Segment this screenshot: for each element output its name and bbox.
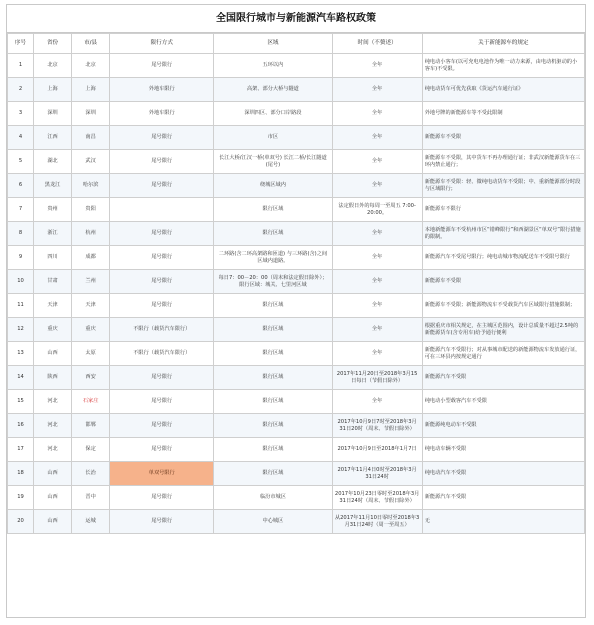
cell-index: 17 (8, 438, 34, 462)
cell-index: 14 (8, 366, 34, 390)
cell-restriction-type: 尾号限行 (110, 294, 214, 318)
cell-time: 全年 (332, 318, 422, 342)
cell-restriction-type: 尾号限行 (110, 510, 214, 534)
cell-time: 全年 (332, 270, 422, 294)
cell-time: 法定假日外的每周一至周五 7:00-20:00。 (332, 198, 422, 222)
cell-time: 2017年10月9日7时至2018年3月31日20时（周末、节假日除外） (332, 414, 422, 438)
col-header-restriction-type: 限行方式 (110, 34, 214, 54)
cell-city: 重庆 (72, 318, 110, 342)
table-row (8, 462, 585, 486)
cell-index: 9 (8, 246, 34, 270)
cell-restriction-type: 外地车限行 (110, 102, 214, 126)
cell-nev-rule: 新能源车不受限；新能源物流车不受载货汽车区域限行措施限制； (422, 294, 584, 318)
cell-nev-rule: 纯电动小客车(以可充电电池作为唯一动力来源，由电动机驱动的小客车)不受限。 (422, 54, 584, 78)
cell-province: 江西 (34, 126, 72, 150)
cell-nev-rule: 本地新能源车不受杭州市区“错峰限行”和西湖景区“单双号”限行措施的限制。 (422, 222, 584, 246)
cell-nev-rule: 纯电动小型载客汽车不受限 (422, 390, 584, 414)
col-header-province: 省份 (34, 34, 72, 54)
cell-area: 限行区域 (214, 222, 332, 246)
cell-province: 河北 (34, 390, 72, 414)
cell-area: 限行区域 (214, 198, 332, 222)
cell-nev-rule: 纯电动车辆不受限 (422, 438, 584, 462)
col-header-nev-rule: 关于新能源车的规定 (422, 34, 584, 54)
table-row (8, 78, 585, 102)
cell-index: 15 (8, 390, 34, 414)
cell-area: 五环以内 (214, 54, 332, 78)
cell-time: 全年 (332, 78, 422, 102)
col-header-area: 区域 (214, 34, 332, 54)
cell-province: 浙江 (34, 222, 72, 246)
cell-city: 深圳 (72, 102, 110, 126)
cell-area: 限行区域 (214, 414, 332, 438)
cell-nev-rule: 新能源汽车不受限 (422, 366, 584, 390)
cell-city: 天津 (72, 294, 110, 318)
cell-area: 高架、部分大桥与隧道 (214, 78, 332, 102)
cell-city: 杭州 (72, 222, 110, 246)
cell-province: 深圳 (34, 102, 72, 126)
cell-province: 北京 (34, 54, 72, 78)
cell-nev-rule: 纯电动货车可优先获取《货运汽车通行证》 (422, 78, 584, 102)
cell-index: 20 (8, 510, 34, 534)
cell-index: 4 (8, 126, 34, 150)
cell-restriction-type: 外地车限行 (110, 78, 214, 102)
cell-index: 1 (8, 54, 34, 78)
col-header-time: 时间（不赘述） (332, 34, 422, 54)
cell-province: 甘肃 (34, 270, 72, 294)
cell-nev-rule: 新能源纯电动车不受限 (422, 414, 584, 438)
cell-province: 黑龙江 (34, 174, 72, 198)
cell-province: 山西 (34, 510, 72, 534)
cell-restriction-type: 尾号限行 (110, 246, 214, 270)
cell-restriction-type: 尾号限行 (110, 174, 214, 198)
table-row (8, 222, 585, 246)
cell-province: 四川 (34, 246, 72, 270)
cell-province: 河北 (34, 414, 72, 438)
cell-city: 晋中 (72, 486, 110, 510)
cell-city: 上海 (72, 78, 110, 102)
cell-time: 全年 (332, 222, 422, 246)
cell-city: 北京 (72, 54, 110, 78)
cell-restriction-type: 尾号限行 (110, 150, 214, 174)
cell-area: 限行区域 (214, 318, 332, 342)
cell-time: 2017年10月23日零时至2018年3月31日24时（周末、节假日除外） (332, 486, 422, 510)
cell-nev-rule: 新能源汽车不受限行；对从事城市配送的新能源物流车发放通行证，可在三环县内按规定通行 (422, 342, 584, 366)
table-row (8, 54, 585, 78)
cell-city: 贵阳 (72, 198, 110, 222)
cell-province: 湖北 (34, 150, 72, 174)
col-header-city: 市/县 (72, 34, 110, 54)
cell-city: 石家庄 (72, 390, 110, 414)
table-row (8, 318, 585, 342)
cell-province: 上海 (34, 78, 72, 102)
cell-time: 全年 (332, 342, 422, 366)
cell-nev-rule: 新能源车不受限 (422, 270, 584, 294)
cell-area: 市区 (214, 126, 332, 150)
cell-province: 河北 (34, 438, 72, 462)
cell-time: 全年 (332, 294, 422, 318)
cell-time: 全年 (332, 102, 422, 126)
cell-restriction-type: 尾号限行 (110, 390, 214, 414)
cell-city: 兰州 (72, 270, 110, 294)
cell-restriction-type: 尾号限行 (110, 54, 214, 78)
cell-time: 全年 (332, 390, 422, 414)
cell-index: 10 (8, 270, 34, 294)
cell-area: 深圳四区、部分口岸路段 (214, 102, 332, 126)
table-row (8, 294, 585, 318)
cell-area: 中心城区 (214, 510, 332, 534)
cell-restriction-type: 单双号限行 (110, 462, 214, 486)
cell-time: 全年 (332, 174, 422, 198)
cell-index: 16 (8, 414, 34, 438)
table-row (8, 174, 585, 198)
cell-area: 限行区域 (214, 438, 332, 462)
cell-restriction-type: 尾号限行 (110, 222, 214, 246)
table-row (8, 366, 585, 390)
cell-restriction-type: 尾号限行 (110, 270, 214, 294)
cell-restriction-type: 尾号限行 (110, 438, 214, 462)
policy-table (7, 33, 585, 534)
cell-city: 邯郸 (72, 414, 110, 438)
cell-nev-rule: 新能源车不受限 (422, 126, 584, 150)
cell-area: 绕城区域内 (214, 174, 332, 198)
cell-index: 13 (8, 342, 34, 366)
cell-area: 限行区域 (214, 342, 332, 366)
cell-nev-rule: 新能源汽车不受尾号限行；纯电动城市物流配送车不受限号限行 (422, 246, 584, 270)
cell-index: 11 (8, 294, 34, 318)
cell-time: 从2017年11月10日零时至2018年3月31日24时（周一至周五） (332, 510, 422, 534)
cell-index: 3 (8, 102, 34, 126)
cell-nev-rule: 新能源车不限行 (422, 198, 584, 222)
cell-time: 2017年11月4日0时至2018年3月31日24时 (332, 462, 422, 486)
cell-province: 贵州 (34, 198, 72, 222)
cell-time: 2017年10月9日至2018年1月7日 (332, 438, 422, 462)
cell-index: 2 (8, 78, 34, 102)
table-title: 全国限行城市与新能源汽车路权政策 (7, 5, 585, 33)
cell-nev-rule: 新能源车不受限：轻、微纯电动货车不受限；中、重新能源部分时段与区域限行； (422, 174, 584, 198)
cell-area: 长江大桥/江汉一桥(单双号) 长江二桥/长江隧道(尾号) (214, 150, 332, 174)
cell-time: 全年 (332, 126, 422, 150)
cell-province: 山西 (34, 462, 72, 486)
cell-area: 限行区域 (214, 294, 332, 318)
cell-restriction-type: 不限行（载货汽车限行） (110, 342, 214, 366)
cell-nev-rule: 根据重庆市相关规定，在主城区范围内，设计总质量不超过2.5吨的新能源货车(含专用车)给予通行便利 (422, 318, 584, 342)
table-row (8, 342, 585, 366)
cell-city: 运城 (72, 510, 110, 534)
cell-time: 全年 (332, 54, 422, 78)
cell-index: 5 (8, 150, 34, 174)
cell-area: 限行区域 (214, 462, 332, 486)
cell-time: 全年 (332, 150, 422, 174)
cell-index: 12 (8, 318, 34, 342)
table-row (8, 150, 585, 174)
table-row (8, 486, 585, 510)
cell-index: 6 (8, 174, 34, 198)
cell-city: 哈尔滨 (72, 174, 110, 198)
cell-area: 临汾市城区 (214, 486, 332, 510)
cell-restriction-type (110, 198, 214, 222)
cell-area: 每日7：00－20：00（周末和法定假日除外）；限行区域：城关、七里河区域 (214, 270, 332, 294)
cell-nev-rule: 纯电动汽车不受限 (422, 462, 584, 486)
cell-city: 长治 (72, 462, 110, 486)
cell-index: 18 (8, 462, 34, 486)
table-row (8, 126, 585, 150)
cell-city: 成都 (72, 246, 110, 270)
cell-area: 限行区域 (214, 366, 332, 390)
table-row (8, 438, 585, 462)
cell-index: 7 (8, 198, 34, 222)
cell-restriction-type: 不限行（载货汽车限行） (110, 318, 214, 342)
table-row (8, 198, 585, 222)
cell-restriction-type: 尾号限行 (110, 126, 214, 150)
cell-nev-rule: 无 (422, 510, 584, 534)
cell-index: 19 (8, 486, 34, 510)
cell-city: 武汉 (72, 150, 110, 174)
cell-city: 南昌 (72, 126, 110, 150)
cell-nev-rule: 新能源汽车不受限 (422, 486, 584, 510)
cell-nev-rule: 新能源车不受限，其中货车不再办理通行证；非武汉新能源货车在三环内禁止通行； (422, 150, 584, 174)
cell-city: 保定 (72, 438, 110, 462)
col-header-index: 序号 (8, 34, 34, 54)
cell-restriction-type: 尾号限行 (110, 366, 214, 390)
cell-restriction-type: 尾号限行 (110, 414, 214, 438)
cell-province: 山西 (34, 486, 72, 510)
cell-restriction-type: 尾号限行 (110, 486, 214, 510)
cell-province: 重庆 (34, 318, 72, 342)
table-row (8, 246, 585, 270)
table-row (8, 390, 585, 414)
cell-city: 太原 (72, 342, 110, 366)
cell-province: 山西 (34, 342, 72, 366)
cell-nev-rule: 外地号牌的新能源车等不受此限制 (422, 102, 584, 126)
cell-time: 全年 (332, 246, 422, 270)
cell-province: 陕西 (34, 366, 72, 390)
cell-index: 8 (8, 222, 34, 246)
table-row (8, 270, 585, 294)
table-row (8, 510, 585, 534)
policy-table-sheet (6, 4, 586, 618)
header-row (8, 34, 585, 54)
cell-time: 2017年11月20日至2018年3月15日每日（节假日除外） (332, 366, 422, 390)
cell-city: 西安 (72, 366, 110, 390)
cell-area: 二环路(含二环高架路和匝道) 与三环路(含)之间区域内道路。 (214, 246, 332, 270)
cell-area: 限行区域 (214, 390, 332, 414)
table-row (8, 102, 585, 126)
cell-province: 天津 (34, 294, 72, 318)
table-row (8, 414, 585, 438)
